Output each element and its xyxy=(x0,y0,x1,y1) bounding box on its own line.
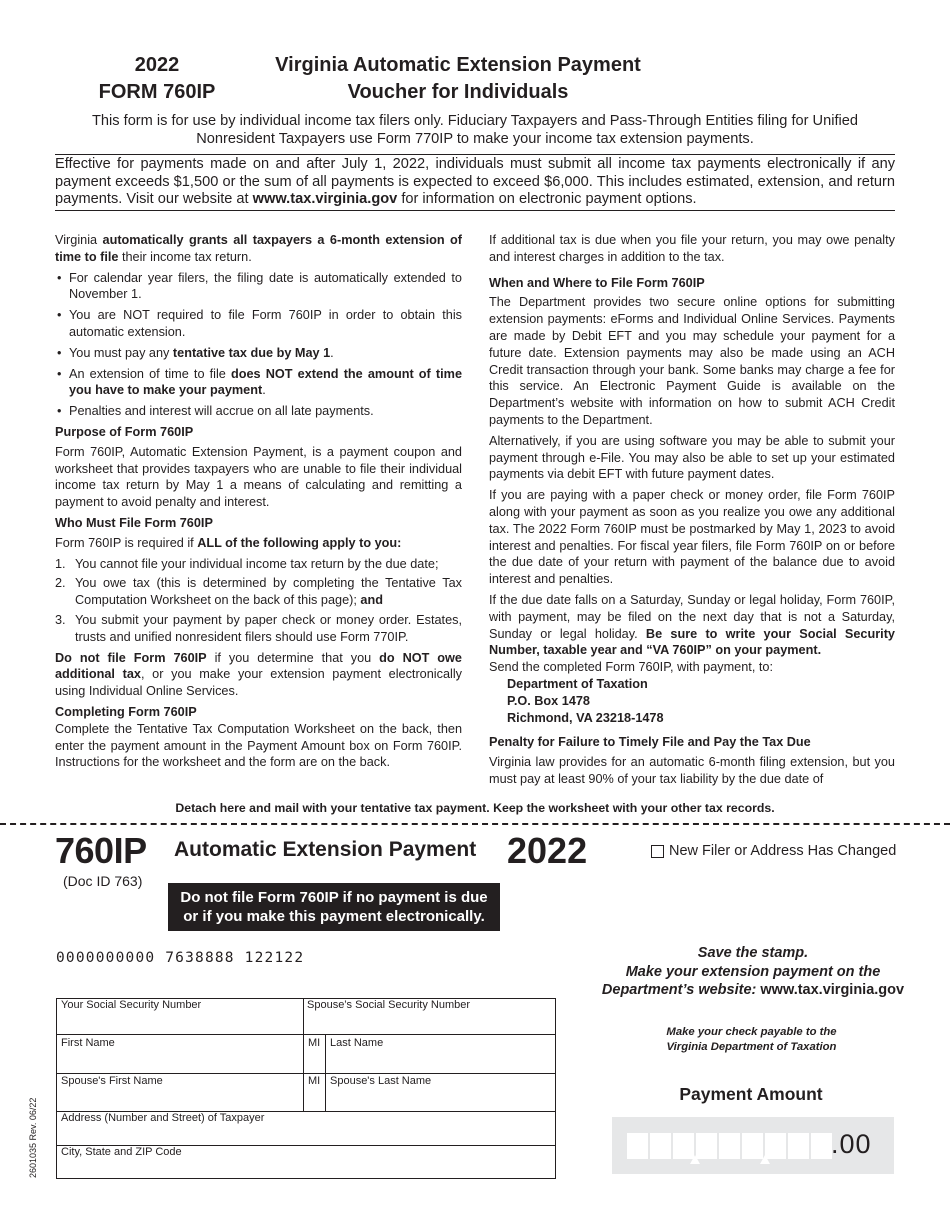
last-name-field[interactable]: Last Name xyxy=(330,1037,384,1049)
ssn-field[interactable]: Your Social Security Number xyxy=(61,999,202,1011)
mi-field[interactable]: MI xyxy=(308,1037,321,1049)
new-filer-option[interactable] xyxy=(651,843,896,859)
doc-id: (Doc ID 763) xyxy=(63,873,143,889)
completing-text: Complete the Tentative Tax Computation Worksheet on the back, then enter the payment amount in the Payment Amount box on Form 760IP. Instructions for the worksheet and the form are on the back. xyxy=(55,721,462,770)
right-column xyxy=(489,232,895,791)
digit-cell[interactable] xyxy=(788,1133,809,1159)
penalty-heading: Penalty for Failure to Timely File and Pay the Tax Due xyxy=(489,734,811,749)
list-item: 3. You submit your payment by paper check or money order. Estates, trusts and unified nonresident filers should use Form 770IP. xyxy=(55,612,462,644)
payment-amount-input[interactable] xyxy=(612,1117,894,1174)
who-text: Form 760IP is required if ALL of the following apply to you: xyxy=(55,535,402,550)
spouse-first-name-field[interactable]: Spouse's First Name xyxy=(61,1075,163,1087)
paper-check-text: If you are paying with a paper check or money order, file Form 760IP along with your payment as soon as you realize you owe any additional tax. The 2022 Form 760IP must be postmarked by May 1, 2023 to avoid interest and penalties. For fiscal year filers, file Form 760IP on or before the due date of your return with payment of the balance due to avoid interest and penalties. xyxy=(489,488,895,587)
thousands-separator-icon xyxy=(690,1155,700,1164)
when-where-heading: When and Where to File Form 760IP xyxy=(489,275,705,290)
requirements-list xyxy=(55,556,462,646)
website-link[interactable]: www.tax.virginia.gov xyxy=(760,982,905,998)
detach-line xyxy=(0,823,950,825)
voucher-title: Automatic Extension Payment xyxy=(174,838,477,861)
due-date-text: If the due date falls on a Saturday, Sunday or legal holiday, Form 760IP, with payment, may be filed on the next day that is not a Saturday, Sunday or legal holiday. Be sure to write your Social Security Number, taxable year and “VA 760IP” on your payment. xyxy=(489,592,895,658)
completing-heading: Completing Form 760IP xyxy=(55,704,197,719)
left-column xyxy=(55,232,462,775)
website-link[interactable]: www.tax.virginia.gov xyxy=(252,191,398,207)
cents-value: .00 xyxy=(831,1129,872,1159)
title-line-1: Virginia Automatic Extension Payment xyxy=(275,54,641,76)
list-item: 1. You cannot file your individual income tax return by the due date; xyxy=(55,556,439,571)
digit-cell[interactable] xyxy=(811,1133,832,1159)
taxpayer-info-grid xyxy=(56,998,556,1179)
form-year-title xyxy=(82,52,232,106)
form-name: FORM 760IP xyxy=(98,81,216,103)
scanline-code: 0000000000 7638888 122122 xyxy=(56,950,305,966)
payable-note: Make your check payable to the Virginia Department of Taxation xyxy=(666,1026,837,1053)
thousands-separator-icon xyxy=(760,1155,770,1164)
voucher-form-code: 760IP xyxy=(55,830,147,871)
new-filer-checkbox[interactable] xyxy=(651,845,664,858)
city-state-zip-field[interactable]: City, State and ZIP Code xyxy=(61,1146,182,1158)
list-item: • For calendar year filers, the filing date is automatically extended to November 1. xyxy=(55,270,462,304)
who-heading: Who Must File Form 760IP xyxy=(55,515,213,530)
purpose-text: Form 760IP, Automatic Extension Payment, is a payment coupon and worksheet that provides taxpayers who are unable to file their individual income tax return by May 1 a means of calculating and remitting a payment to avoid penalty and interest. xyxy=(55,444,462,510)
detach-instruction: Detach here and mail with your tentative tax payment. Keep the worksheet with your other tax records. xyxy=(175,801,775,815)
revision-code: 2601035 Rev. 06/22 xyxy=(28,1097,38,1178)
spouse-mi-field[interactable]: MI xyxy=(308,1075,321,1087)
extension-bullets xyxy=(55,270,462,420)
list-item: • Penalties and interest will accrue on all late payments. xyxy=(55,403,462,420)
payment-amount-label: Payment Amount xyxy=(679,1084,823,1104)
list-item: • You must pay any tentative tax due by May 1. xyxy=(55,345,462,362)
digit-cell[interactable] xyxy=(650,1133,671,1159)
list-item: 2. You owe tax (this is determined by completing the Tentative Tax Computation Worksheet on the back of this page); and xyxy=(55,576,462,608)
address-field[interactable]: Address (Number and Street) of Taxpayer xyxy=(61,1112,265,1124)
save-stamp-note: Save the stamp. Make your extension payment on the Department’s website: www.tax.virginia.gov xyxy=(601,945,905,998)
additional-tax-text: If additional tax is due when you file your return, you may owe penalty and interest charges in addition to the tax. xyxy=(489,233,895,264)
auto-extension-intro: Virginia automatically grants all taxpayers a 6-month extension of time to file their income tax return. xyxy=(55,233,463,264)
divider-bottom xyxy=(55,210,895,211)
divider-top xyxy=(55,154,895,155)
title-line-2: Voucher for Individuals xyxy=(347,81,569,103)
send-text: Send the completed Form 760IP, with payment, to: xyxy=(489,660,773,675)
page-title xyxy=(218,52,698,106)
list-item: • An extension of time to file does NOT extend the amount of time you have to make your payment. xyxy=(55,366,462,400)
spouse-last-name-field[interactable]: Spouse's Last Name xyxy=(330,1075,432,1087)
intro-text: This form is for use by individual income tax filers only. Fiduciary Taxpayers and Pass-Through Entities filing for Unified Nonresident Taxpayers use Form 770IP to make your income tax extension payments. xyxy=(92,113,858,147)
purpose-heading: Purpose of Form 760IP xyxy=(55,424,194,439)
spouse-ssn-field[interactable]: Spouse’s Social Security Number xyxy=(307,999,471,1011)
first-name-field[interactable]: First Name xyxy=(61,1037,115,1049)
when-where-text: The Department provides two secure online options for submitting extension payments: eForms and Individual Online Services. Payments are made by Debit EFT and you may schedule your payment for a future date. Extension payments may also be made using an ACH Credit transaction through your bank. Some banks may charge a fee for this service. An Electronic Payment Guide is available on the Department’s website with information on how to submit ACH Credit payments to the Department. xyxy=(489,295,895,427)
new-filer-label: New Filer or Address Has Changed xyxy=(669,843,897,859)
alternative-text: Alternatively, if you are using software you may be able to submit your payment through e-File. You may also be able to set up your estimated payments via debit EFT with future payment dates. xyxy=(489,433,895,482)
list-item: • You are NOT required to file Form 760IP in order to obtain this automatic extension. xyxy=(55,307,462,341)
do-not-file-text: Do not file Form 760IP if you determine that you do NOT owe additional tax, or you make your extension payment electronically using Individual Online Services. xyxy=(55,650,462,699)
effective-notice: Effective for payments made on and after July 1, 2022, individuals must submit all income tax payments electronically if any payment exceeds $1,500 or the sum of all payments is expected to exceed $6,000. This includes estimated, extension, and return payments. Visit our website at www.tax.virginia.gov for information on electronic payment options. xyxy=(55,156,895,207)
mailing-address: Department of Taxation P.O. Box 1478 Richmond, VA 23218-1478 xyxy=(507,676,664,725)
penalty-text: Virginia law provides for an automatic 6-month filing extension, but you must pay at least 90% of your tax liability by the due date of xyxy=(489,754,895,786)
warning-banner: Do not file Form 760IP if no payment is due or if you make this payment electronically. xyxy=(168,883,500,931)
digit-cell[interactable] xyxy=(627,1133,648,1159)
digit-cell[interactable] xyxy=(719,1133,740,1159)
form-year: 2022 xyxy=(134,54,180,76)
voucher-year: 2022 xyxy=(507,830,588,871)
